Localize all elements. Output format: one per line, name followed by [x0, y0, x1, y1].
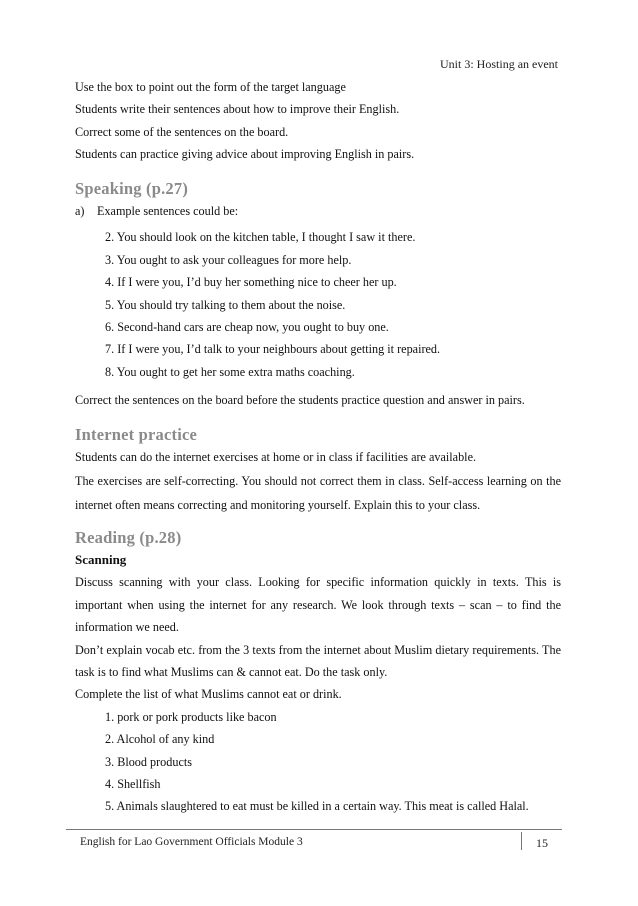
reading-list-item: 3. Blood products — [105, 754, 193, 769]
intro-line: Students write their sentences about how to improve their English. — [75, 102, 400, 117]
footer-rule — [66, 829, 562, 830]
example-sentence: 3. You ought to ask your colleagues for more help. — [105, 252, 352, 267]
reading-list-item: 2. Alcohol of any kind — [105, 732, 215, 747]
example-sentence: 6. Second-hand cars are cheap now, you ought to buy one. — [105, 320, 389, 335]
reading-list-item: 4. Shellfish — [105, 776, 161, 791]
page-number: 15 — [536, 836, 548, 850]
internet-heading: Internet practice — [75, 424, 198, 444]
example-sentence: 8. You ought to get her some extra maths coaching. — [105, 364, 355, 379]
page-content — [75, 76, 561, 818]
footer-title: English for Lao Government Officials Module 3 — [80, 836, 303, 848]
scanning-subheading: Scanning — [75, 551, 127, 567]
example-sentence: 7. If I were you, I’d talk to your neighbours about getting it repaired. — [105, 342, 441, 357]
speaking-heading: Speaking (p.27) — [75, 178, 189, 198]
running-header: Unit 3: Hosting an event — [440, 57, 558, 71]
speaking-lead — [75, 200, 561, 222]
example-sentence: 2. You should look on the kitchen table, I thought I saw it there. — [105, 230, 416, 245]
example-sentence: 4. If I were you, I’d buy her something nice to cheer her up. — [105, 275, 397, 290]
speaking-lead-text: Example sentences could be: — [97, 204, 239, 219]
internet-paragraph: The exercises are self-correcting. You should not correct them in class. Self-access learning on the internet often means correcting and monitoring yourself. Explain this to your class. — [75, 473, 561, 512]
reading-heading: Reading (p.28) — [75, 527, 182, 547]
list-marker: a) — [75, 204, 85, 219]
example-sentence: 5. You should try talking to them about the noise. — [105, 297, 346, 312]
footer-separator — [521, 832, 522, 850]
intro-line: Correct some of the sentences on the board. — [75, 124, 289, 139]
reading-list-item: 1. pork or pork products like bacon — [105, 709, 277, 724]
reading-paragraph: Discuss scanning with your class. Looking for specific information quickly in texts. This is important when using the internet for any research. We look through texts – scan – to find the information we need. — [75, 575, 561, 635]
internet-line: Students can do the internet exercises at home or in class if facilities are available. — [75, 450, 477, 465]
reading-list-item: 5. Animals slaughtered to eat must be killed in a certain way. This meat is called Halal. — [105, 799, 529, 814]
reading-list-intro: Complete the list of what Muslims cannot eat or drink. — [75, 687, 342, 702]
speaking-closing: Correct the sentences on the board before the students practice question and answer in pairs. — [75, 393, 525, 408]
intro-line: Use the box to point out the form of the target language — [75, 80, 346, 94]
reading-paragraph: Don’t explain vocab etc. from the 3 texts from the internet about Muslim dietary requirements. The task is to find what Muslims can & cannot eat. Do the task only. — [75, 642, 561, 679]
intro-line: Students can practice giving advice about improving English in pairs. — [75, 147, 415, 162]
